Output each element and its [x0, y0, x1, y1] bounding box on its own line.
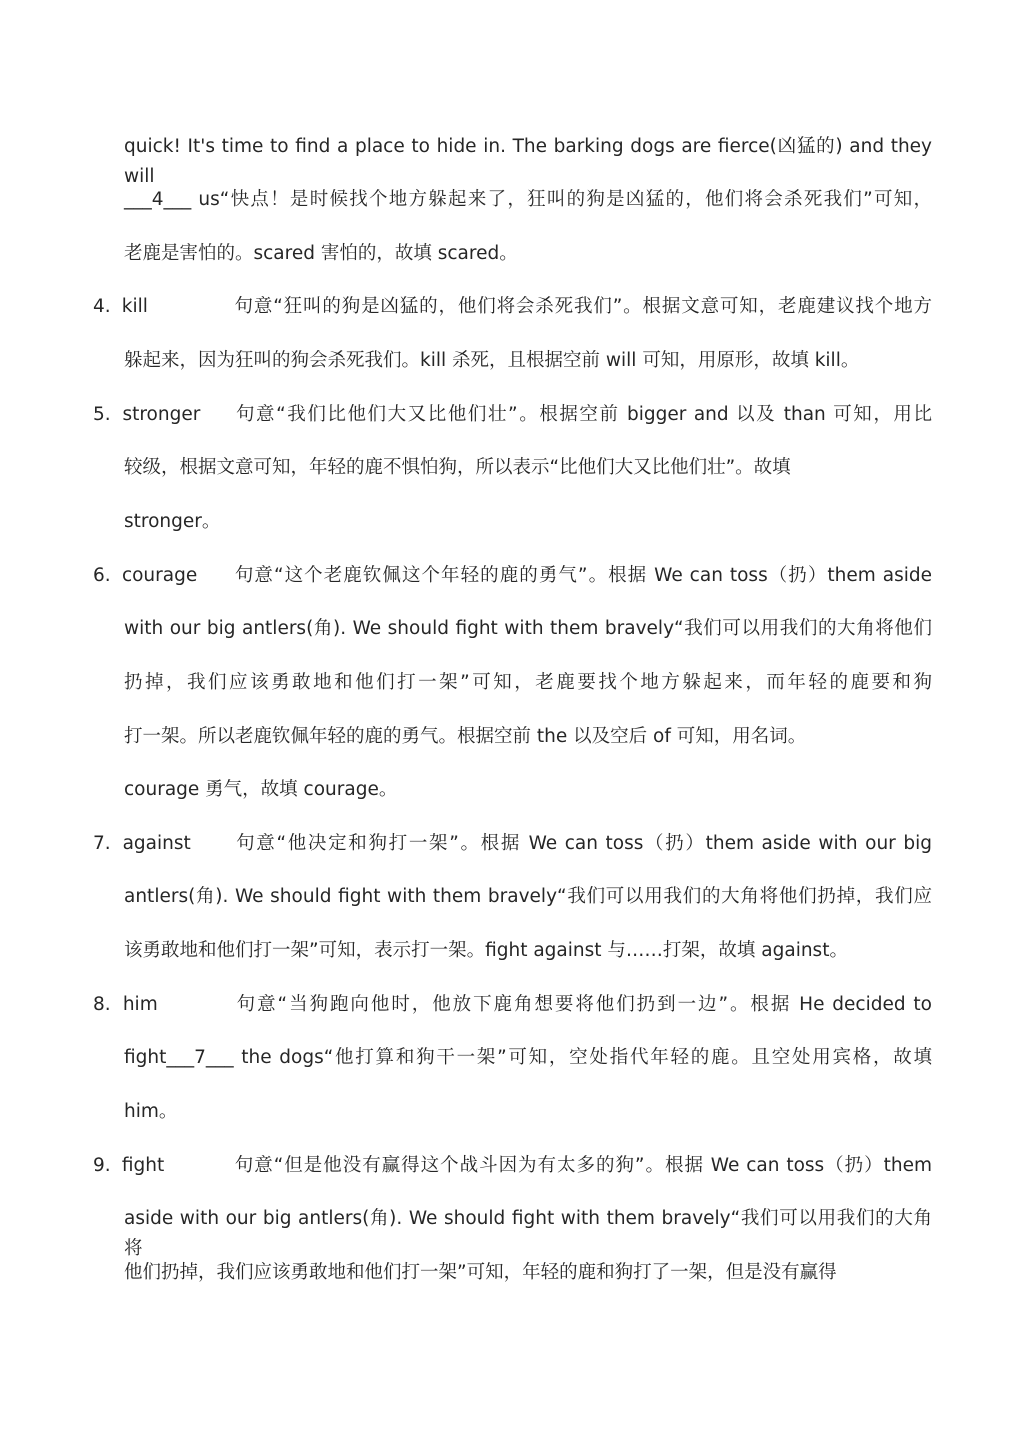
item-number: 9.: [93, 1155, 111, 1176]
item-number: 5.: [93, 404, 111, 425]
text-line: fight___7___ the dogs“他打算和狗干一架”可知，空处指代年轻的鹿。且空处用宾格，故填: [124, 1047, 932, 1068]
text-line: 他们扔掉，我们应该勇敢地和他们打一架”可知，年轻的鹿和狗打了一架，但是没有赢得: [124, 1262, 837, 1283]
answer-item-6: [93, 561, 932, 591]
item-answer: kill: [121, 296, 148, 317]
answer-item-7: [93, 829, 932, 859]
text-line: courage 勇气，故填 courage。: [124, 779, 398, 800]
text-line: 老鹿是害怕的。scared 害怕的，故填 scared。: [124, 243, 518, 264]
item-explanation: 句意“当狗跑向他时，他放下鹿角想要将他们扔到一边”。根据 He decided to: [236, 994, 932, 1015]
text-line: quick! It's time to find a place to hide in. The barking dogs are fierce(凶猛的) and they will: [124, 136, 932, 187]
item-answer: fight: [121, 1155, 165, 1176]
item-answer: stronger: [122, 404, 201, 425]
answer-item-8: [93, 990, 932, 1020]
item-number: 4.: [93, 296, 111, 317]
text-line: 该勇敢地和他们打一架”可知，表示打一架。fight against 与……打架，故填 against。: [124, 940, 848, 961]
item-explanation: 句意“狂叫的狗是凶猛的，他们将会杀死我们”。根据文意可知，老鹿建议找个地方: [234, 296, 933, 317]
item-explanation: 句意“我们比他们大又比他们壮”。根据空前 bigger and 以及 than 可知，用比: [235, 404, 933, 425]
text-line: ___4___ us“快点！是时候找个地方躲起来了，狂叫的狗是凶猛的，他们将会杀死我们”可知，: [124, 189, 932, 210]
text-line: 较级，根据文意可知，年轻的鹿不惧怕狗，所以表示“比他们大又比他们壮”。故填: [124, 457, 791, 478]
item-number: 8.: [93, 994, 111, 1015]
item-answer: against: [122, 833, 191, 854]
item-number: 6.: [93, 565, 111, 586]
text-line: 躲起来，因为狂叫的狗会杀死我们。kill 杀死，且根据空前 will 可知，用原形，故填 kill。: [124, 350, 860, 371]
item-answer: him: [122, 994, 158, 1015]
text-line: aside with our big antlers(角). We should fight with them bravely“我们可以用我们的大角将: [124, 1208, 932, 1259]
text-line: him。: [124, 1101, 178, 1122]
text-line: 扔掉，我们应该勇敢地和他们打一架”可知，老鹿要找个地方躲起来，而年轻的鹿要和狗: [124, 672, 932, 693]
text-line: 打一架。所以老鹿钦佩年轻的鹿的勇气。根据空前 the 以及空后 of 可知，用名词。: [124, 726, 807, 747]
text-line: with our big antlers(角). We should fight with them bravely“我们可以用我们的大角将他们: [124, 618, 932, 639]
item-explanation: 句意“这个老鹿钦佩这个年轻的鹿的勇气”。根据 We can toss（扔）them aside: [234, 565, 932, 586]
item-explanation: 句意“但是他没有赢得这个战斗因为有太多的狗”。根据 We can toss（扔）them: [234, 1155, 932, 1176]
answer-item-5: [93, 400, 932, 430]
text-line: antlers(角). We should fight with them bravely“我们可以用我们的大角将他们扔掉，我们应: [124, 886, 932, 907]
answer-item-9: [93, 1151, 932, 1181]
answer-item-4: [93, 292, 932, 322]
item-number: 7.: [93, 833, 111, 854]
item-answer: courage: [121, 565, 198, 586]
text-line: stronger。: [124, 511, 221, 532]
item-explanation: 句意“他决定和狗打一架”。根据 We can toss（扔）them aside with our big: [236, 833, 932, 854]
